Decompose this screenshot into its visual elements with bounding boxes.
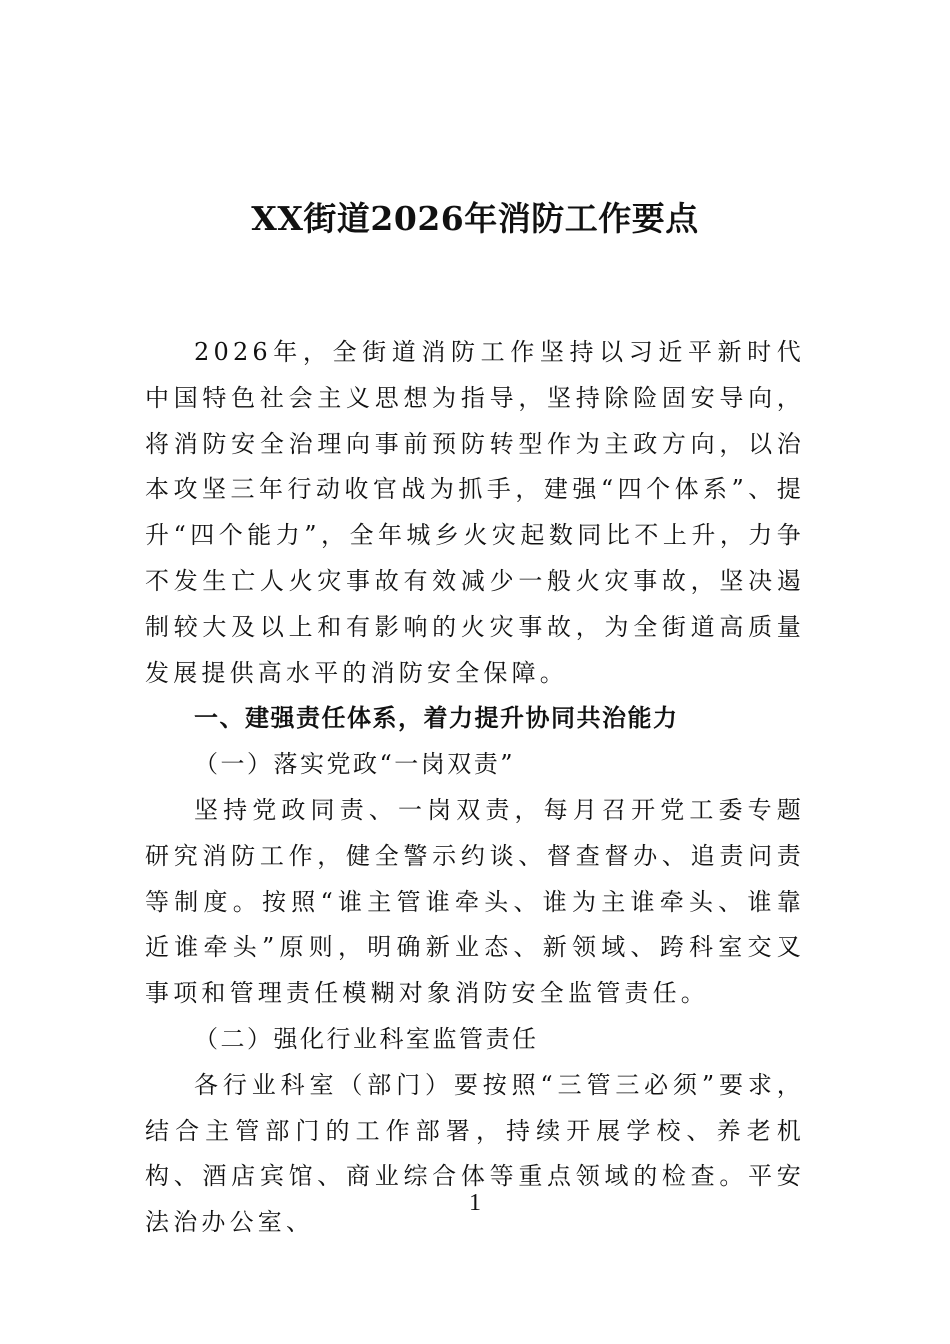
page-number: 1: [469, 1190, 481, 1216]
body-paragraph: 坚持党政同责、一岗双责，每月召开党工委专题研究消防工作，健全警示约谈、督查督办、追责问责等制度。按照“谁主管谁牵头、谁为主谁牵头、谁靠近谁牵头”原则，明确新业态、新领域、跨科室交叉事项和管理责任模糊对象消防安全监管责任。: [145, 795, 805, 1008]
section-heading: 一、建强责任体系，着力提升协同共治能力: [194, 704, 679, 733]
subsection-heading: （二）强化行业科室监管责任: [194, 1024, 539, 1053]
document-body: [145, 330, 805, 1246]
subsection-heading: （一）落实党政“一岗双责”: [194, 750, 516, 779]
body-paragraph: 各行业科室（部门）要按照“三管三必须”要求，结合主管部门的工作部署，持续开展学校、养老机构、酒店宾馆、商业综合体等重点领域的检查。平安法治办公室、: [145, 1070, 805, 1237]
intro-paragraph: 2026年，全街道消防工作坚持以习近平新时代中国特色社会主义思想为指导，坚持除险固安导向，将消防安全治理向事前预防转型作为主政方向，以治本攻坚三年行动收官战为抓手，建强“四个体系”、提升“四个能力”，全年城乡火灾起数同比不上升，力争不发生亡人火灾事故有效减少一般火灾事故，坚决遏制较大及以上和有影响的火灾事故，为全街道高质量发展提供高水平的消防安全保障。: [145, 338, 805, 687]
document-title: XX街道2026年消防工作要点: [251, 199, 699, 238]
